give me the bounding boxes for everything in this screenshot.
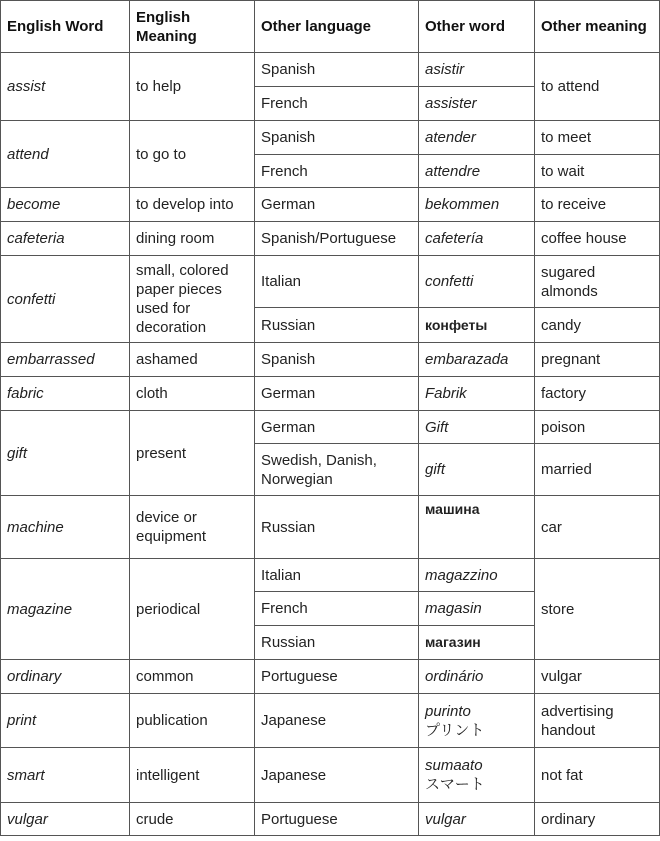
english-word-cell: print — [1, 694, 130, 748]
english-meaning-cell: publication — [130, 694, 255, 748]
english-meaning-cell: ashamed — [130, 343, 255, 377]
english-meaning-cell: dining room — [130, 222, 255, 256]
table-row — [1, 53, 660, 87]
other-word-cell: attendre — [419, 155, 535, 188]
table-row — [1, 694, 660, 748]
table-row — [1, 748, 660, 803]
other-word-kana: スマート — [425, 776, 485, 793]
english-meaning-cell: small, colored paper pieces used for decoration — [130, 256, 255, 343]
other-word-cell: Gift — [419, 411, 535, 444]
english-meaning-cell: cloth — [130, 377, 255, 411]
english-meaning-cell: to go to — [130, 121, 255, 188]
other-meaning-cell: pregnant — [535, 343, 660, 377]
other-language-cell: German — [255, 377, 419, 411]
other-language-cell: Russian — [255, 626, 419, 660]
english-word-cell: attend — [1, 121, 130, 188]
other-language-cell: French — [255, 87, 419, 121]
other-language-cell: German — [255, 411, 419, 444]
other-meaning-cell: to receive — [535, 188, 660, 222]
other-language-cell: Russian — [255, 496, 419, 559]
other-word-cell: bekommen — [419, 188, 535, 222]
english-word-cell: smart — [1, 748, 130, 803]
other-language-cell: Portuguese — [255, 803, 419, 836]
table-row — [1, 559, 660, 592]
english-meaning-cell: present — [130, 411, 255, 496]
english-meaning-cell: periodical — [130, 559, 255, 660]
english-word-cell: become — [1, 188, 130, 222]
other-meaning-cell: vulgar — [535, 660, 660, 694]
other-language-cell: Spanish/Portuguese — [255, 222, 419, 256]
other-word-cell — [419, 748, 535, 803]
english-word-cell: fabric — [1, 377, 130, 411]
other-meaning-cell: sugared almonds — [535, 256, 660, 308]
other-word-romaji: purinto — [425, 702, 471, 720]
other-language-cell: Spanish — [255, 53, 419, 87]
english-meaning-cell: to help — [130, 53, 255, 121]
other-meaning-cell: poison — [535, 411, 660, 444]
other-word-cell: Fabrik — [419, 377, 535, 411]
other-language-cell: Portuguese — [255, 660, 419, 694]
table-row — [1, 121, 660, 155]
english-word-cell: gift — [1, 411, 130, 496]
other-meaning-cell: to attend — [535, 53, 660, 121]
english-meaning-cell: crude — [130, 803, 255, 836]
other-word-cell: ordinário — [419, 660, 535, 694]
english-meaning-cell: intelligent — [130, 748, 255, 803]
other-word-cell: atender — [419, 121, 535, 155]
other-word-cell: конфеты — [419, 308, 535, 343]
other-language-cell: Russian — [255, 308, 419, 343]
table-row — [1, 496, 660, 559]
other-language-cell: Italian — [255, 559, 419, 592]
other-word-cell: магазин — [419, 626, 535, 660]
english-word-cell: machine — [1, 496, 130, 559]
other-meaning-cell: car — [535, 496, 660, 559]
header-english-meaning: English Meaning — [130, 1, 255, 53]
other-language-cell: Italian — [255, 256, 419, 308]
other-word-cell: cafetería — [419, 222, 535, 256]
table-row — [1, 377, 660, 411]
other-meaning-cell: factory — [535, 377, 660, 411]
other-word-cell: gift — [419, 444, 535, 496]
header-other-language: Other language — [255, 1, 419, 53]
english-word-cell: cafeteria — [1, 222, 130, 256]
table-row — [1, 660, 660, 694]
other-word-cell: magasin — [419, 592, 535, 626]
other-word-cell: vulgar — [419, 803, 535, 836]
other-meaning-cell: coffee house — [535, 222, 660, 256]
english-word-cell: ordinary — [1, 660, 130, 694]
table-row — [1, 188, 660, 222]
other-language-cell: Japanese — [255, 748, 419, 803]
table-row — [1, 222, 660, 256]
other-word-cell: embarazada — [419, 343, 535, 377]
other-language-cell: French — [255, 592, 419, 626]
other-meaning-cell: to meet — [535, 121, 660, 155]
table-row — [1, 256, 660, 308]
other-word-cell: asistir — [419, 53, 535, 87]
english-word-cell: magazine — [1, 559, 130, 660]
english-word-cell: assist — [1, 53, 130, 121]
english-meaning-cell: device or equipment — [130, 496, 255, 559]
other-language-cell: Swedish, Danish, Norwegian — [255, 444, 419, 496]
header-english-word: English Word — [1, 1, 130, 53]
other-meaning-cell: ordinary — [535, 803, 660, 836]
other-meaning-cell: not fat — [535, 748, 660, 803]
header-other-meaning: Other meaning — [535, 1, 660, 53]
other-meaning-cell: advertising handout — [535, 694, 660, 748]
other-meaning-cell: candy — [535, 308, 660, 343]
table-row — [1, 803, 660, 836]
other-word-cell — [419, 694, 535, 748]
table-row — [1, 343, 660, 377]
other-word-cell: машина — [419, 496, 535, 559]
other-word-romaji: sumaato — [425, 757, 483, 774]
other-language-cell: French — [255, 155, 419, 188]
other-word-cell: magazzino — [419, 559, 535, 592]
other-meaning-cell: to wait — [535, 155, 660, 188]
other-word-kana: プリント — [425, 721, 485, 739]
other-language-cell: Spanish — [255, 343, 419, 377]
english-word-cell: confetti — [1, 256, 130, 343]
header-row — [1, 1, 660, 53]
other-language-cell: German — [255, 188, 419, 222]
header-other-word: Other word — [419, 1, 535, 53]
other-meaning-cell: married — [535, 444, 660, 496]
other-language-cell: Japanese — [255, 694, 419, 748]
english-meaning-cell: to develop into — [130, 188, 255, 222]
other-word-cell: confetti — [419, 256, 535, 308]
english-word-cell: vulgar — [1, 803, 130, 836]
english-word-cell: embarrassed — [1, 343, 130, 377]
english-meaning-cell: common — [130, 660, 255, 694]
table-row — [1, 411, 660, 444]
other-word-cell: assister — [419, 87, 535, 121]
other-meaning-cell: store — [535, 559, 660, 660]
other-language-cell: Spanish — [255, 121, 419, 155]
